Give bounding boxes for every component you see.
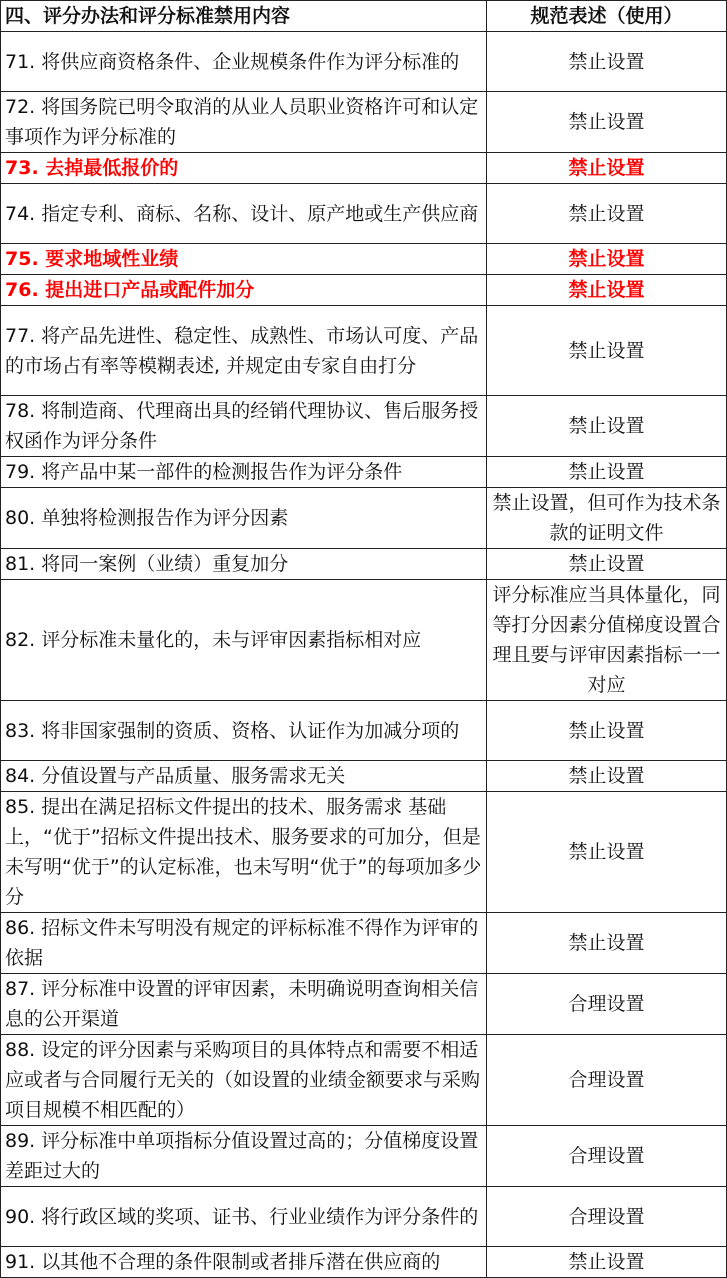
row-item-text: 88. 设定的评分因素与采购项目的具体特点和需要不相适应或者与合同履行无关的（如设置的业绩金额要求与采购项目规模不相匹配的） — [1, 1035, 487, 1126]
row-item-text: 85. 提出在满足招标文件提出的技术、服务需求 基础上，“优于”招标文件提出技术、服务要求的可加分，但是未写明“优于”的认定标准，也未写明“优于”的每项加多少分 — [1, 792, 487, 913]
table-row — [1, 153, 727, 184]
row-rule-text: 合理设置 — [487, 1187, 727, 1247]
row-rule-text: 禁止设置 — [487, 792, 727, 913]
row-rule-text: 禁止设置 — [487, 275, 727, 306]
table-row — [1, 1247, 727, 1278]
row-item-text: 86. 招标文件未写明没有规定的评标标准不得作为评审的依据 — [1, 913, 487, 974]
row-rule-text: 禁止设置 — [487, 92, 727, 153]
table-row — [1, 549, 727, 580]
row-rule-text: 禁止设置 — [487, 701, 727, 761]
table-row — [1, 244, 727, 275]
table-row — [1, 701, 727, 761]
table-row — [1, 1035, 727, 1126]
row-item-text: 75. 要求地域性业绩 — [1, 244, 487, 275]
row-item-text: 89. 评分标准中单项指标分值设置过高的；分值梯度设置差距过大的 — [1, 1126, 487, 1187]
row-item-text: 77. 将产品先进性、稳定性、成熟性、市场认可度、产品的市场占有率等模糊表述, 并规定由专家自由打分 — [1, 306, 487, 396]
row-item-text: 72. 将国务院已明令取消的从业人员职业资格许可和认定事项作为评分标准的 — [1, 92, 487, 153]
row-item-text: 81. 将同一案例（业绩）重复加分 — [1, 549, 487, 580]
row-rule-text: 禁止设置 — [487, 153, 727, 184]
table-row — [1, 1126, 727, 1187]
row-item-text: 91. 以其他不合理的条件限制或者排斥潜在供应商的 — [1, 1247, 487, 1278]
table-row — [1, 580, 727, 701]
row-rule-text: 禁止设置 — [487, 396, 727, 457]
row-item-text: 87. 评分标准中设置的评审因素，未明确说明查询相关信息的公开渠道 — [1, 974, 487, 1035]
table-row — [1, 275, 727, 306]
row-item-text: 82. 评分标准未量化的，未与评审因素指标相对应 — [1, 580, 487, 701]
header-standard-expression: 规范表述（使用） — [487, 1, 727, 32]
table-row — [1, 1187, 727, 1247]
row-rule-text: 禁止设置，但可作为技术条款的证明文件 — [487, 488, 727, 549]
table-row — [1, 92, 727, 153]
table-header-row — [1, 1, 727, 32]
table-row — [1, 792, 727, 913]
table-row — [1, 184, 727, 244]
table-row — [1, 913, 727, 974]
row-item-text: 84. 分值设置与产品质量、服务需求无关 — [1, 761, 487, 792]
row-rule-text: 禁止设置 — [487, 244, 727, 275]
table-row — [1, 32, 727, 92]
table-row — [1, 306, 727, 396]
row-rule-text: 合理设置 — [487, 1035, 727, 1126]
row-item-text: 71. 将供应商资格条件、企业规模条件作为评分标准的 — [1, 32, 487, 92]
row-item-text: 73. 去掉最低报价的 — [1, 153, 487, 184]
row-rule-text: 禁止设置 — [487, 32, 727, 92]
row-rule-text: 禁止设置 — [487, 1247, 727, 1278]
header-prohibited-content: 四、评分办法和评分标准禁用内容 — [1, 1, 487, 32]
table-row — [1, 761, 727, 792]
row-item-text: 90. 将行政区域的奖项、证书、行业业绩作为评分条件的 — [1, 1187, 487, 1247]
row-item-text: 79. 将产品中某一部件的检测报告作为评分条件 — [1, 457, 487, 488]
row-item-text: 74. 指定专利、商标、名称、设计、原产地或生产供应商 — [1, 184, 487, 244]
row-rule-text: 禁止设置 — [487, 549, 727, 580]
row-item-text: 83. 将非国家强制的资质、资格、认证作为加减分项的 — [1, 701, 487, 761]
row-rule-text: 禁止设置 — [487, 761, 727, 792]
row-rule-text: 合理设置 — [487, 974, 727, 1035]
row-item-text: 78. 将制造商、代理商出具的经销代理协议、售后服务授权函作为评分条件 — [1, 396, 487, 457]
row-rule-text: 禁止设置 — [487, 913, 727, 974]
row-rule-text: 禁止设置 — [487, 306, 727, 396]
table-row — [1, 974, 727, 1035]
row-rule-text: 评分标准应当具体量化，同等打分因素分值梯度设置合理且要与评审因素指标一一对应 — [487, 580, 727, 701]
row-rule-text: 禁止设置 — [487, 184, 727, 244]
row-rule-text: 禁止设置 — [487, 457, 727, 488]
row-rule-text: 合理设置 — [487, 1126, 727, 1187]
table-row — [1, 488, 727, 549]
table-row — [1, 457, 727, 488]
table-row — [1, 396, 727, 457]
row-item-text: 76. 提出进口产品或配件加分 — [1, 275, 487, 306]
row-item-text: 80. 单独将检测报告作为评分因素 — [1, 488, 487, 549]
